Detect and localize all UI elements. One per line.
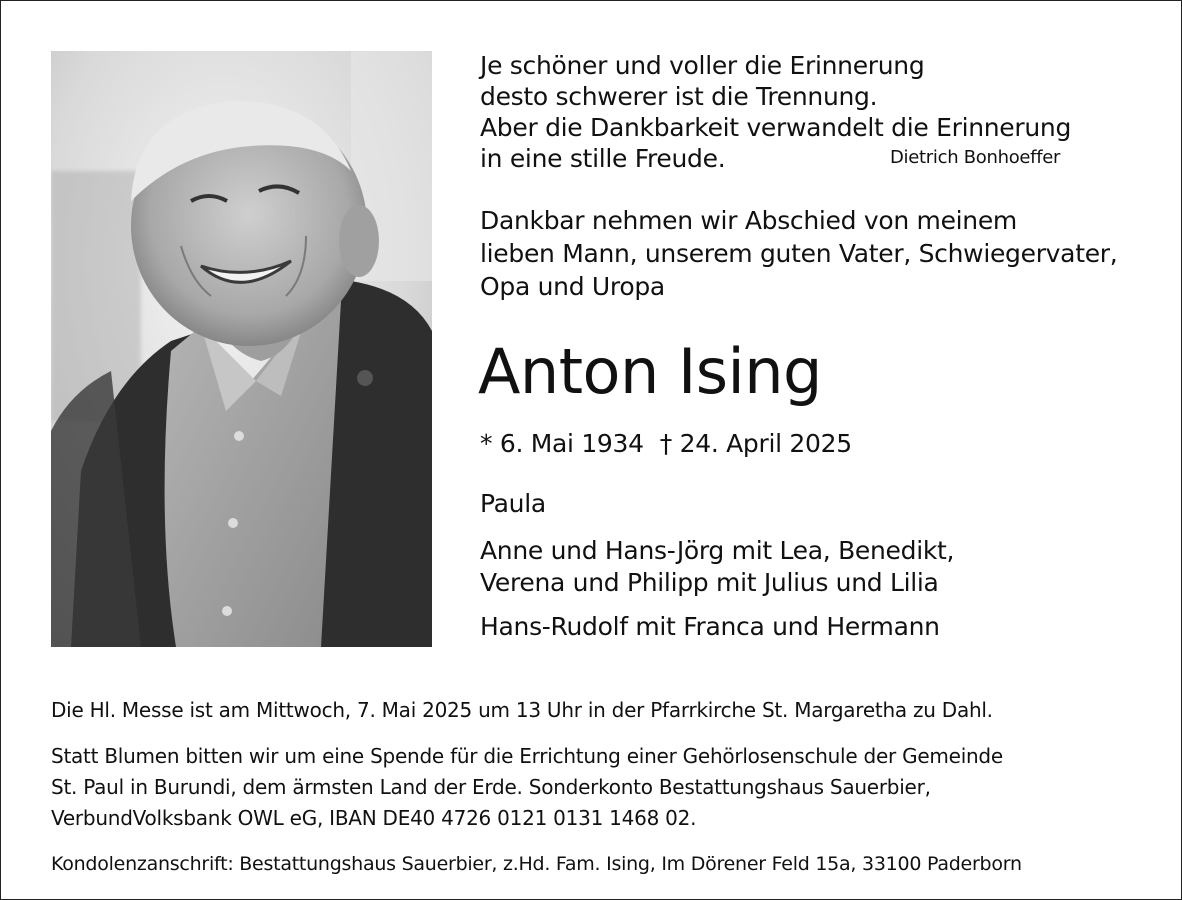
donation-line: VerbundVolksbank OWL eG, IBAN DE40 4726 0121 0131 1468 02. <box>51 806 697 830</box>
family-spouse <box>480 488 546 520</box>
donation-line: St. Paul in Burundi, dem ärmsten Land der Erde. Sonderkonto Bestattungshaus Sauerbier, <box>51 775 931 799</box>
intro-line: Opa und Uropa <box>480 272 665 301</box>
poem-line: Aber die Dankbarkeit verwandelt die Erinnerung <box>480 113 1072 142</box>
poem-line: in eine stille Freude. <box>480 144 726 173</box>
family-line: Paula <box>480 489 546 518</box>
donation-line: Statt Blumen bitten wir um eine Spende für die Errichtung einer Gehörlosenschule der Gemeinde <box>51 744 1003 768</box>
life-dates <box>480 428 852 460</box>
address-line: Kondolenzanschrift: Bestattungshaus Sauerbier, z.Hd. Fam. Ising, Im Dörener Feld 15a, 33100 Paderborn <box>51 853 1022 875</box>
poem-author: Dietrich Bonhoeffer <box>890 147 1061 168</box>
poem-line: desto schwerer ist die Trennung. <box>480 82 878 111</box>
poem-quote <box>480 50 1120 174</box>
intro-line: Dankbar nehmen wir Abschied von meinem <box>480 206 1017 235</box>
family-line: Hans-Rudolf mit Franca und Hermann <box>480 612 940 641</box>
family-children-2 <box>480 611 940 643</box>
donation-info <box>51 741 1161 834</box>
deceased-name: Anton Ising <box>478 335 822 408</box>
death-date: † 24. April 2025 <box>659 429 852 458</box>
family-line: Anne und Hans-Jörg mit Lea, Benedikt, <box>480 536 955 565</box>
intro-line: lieben Mann, unserem guten Vater, Schwiegervater, <box>480 239 1118 268</box>
farewell-intro <box>480 204 1160 303</box>
poem-line: Je schöner und voller die Erinnerung <box>480 51 925 80</box>
mass-info <box>51 696 1161 724</box>
family-children <box>480 535 954 599</box>
portrait-photo-icon <box>51 51 432 647</box>
condolence-address <box>51 851 1161 877</box>
family-line: Verena und Philipp mit Julius und Lilia <box>480 568 939 597</box>
birth-date: * 6. Mai 1934 <box>480 429 644 458</box>
portrait-photo <box>51 51 432 647</box>
mass-line: Die Hl. Messe ist am Mittwoch, 7. Mai 2025 um 13 Uhr in der Pfarrkirche St. Margaretha zu Dahl. <box>51 698 993 722</box>
